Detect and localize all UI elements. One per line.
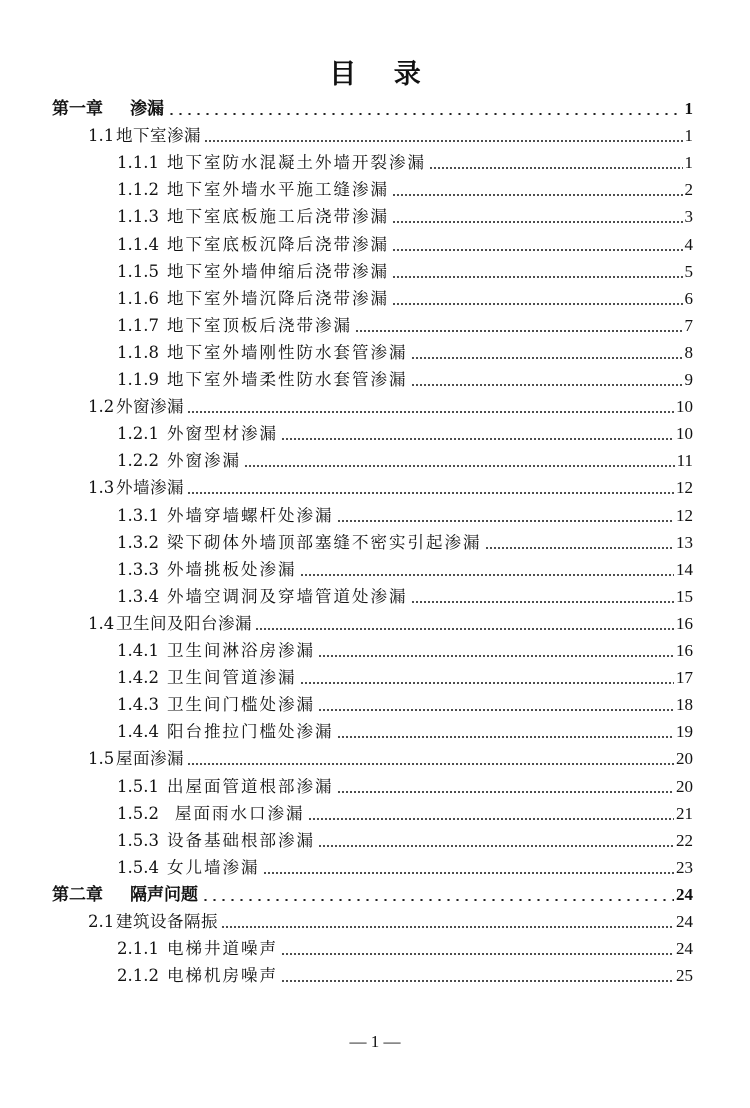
toc-entry-label: 卫生间及阳台渗漏: [116, 613, 252, 633]
toc-entry-number: 1.4: [88, 613, 115, 633]
toc-entry-label: 建筑设备隔振: [116, 912, 218, 931]
toc-entry-label: 地下室底板沉降后浇带渗漏: [167, 234, 389, 254]
toc-entry-label: 渗漏: [130, 99, 164, 119]
toc-dot-leader: [187, 492, 674, 494]
toc-dot-leader: [263, 872, 675, 874]
toc-entry-label: 外窗渗漏: [116, 397, 184, 417]
toc-entry-label: 出屋面管道根部渗漏: [167, 776, 334, 796]
toc-page-number: 24: [676, 939, 693, 959]
toc-dot-leader: [392, 276, 683, 278]
toc-page-number: 19: [676, 722, 693, 742]
toc-dot-leader: [392, 249, 683, 251]
toc-entry-label: 地下室渗漏: [116, 126, 201, 146]
toc-dot-leader: [318, 709, 674, 711]
toc-section-row[interactable]: [88, 474, 693, 498]
toc-page-number: 21: [676, 803, 693, 823]
toc-subsection-row[interactable]: [117, 935, 693, 959]
toc-dot-leader: [429, 167, 683, 169]
toc-entry-label: 梁下砌体外墙顶部塞缝不密实引起渗漏: [167, 532, 482, 552]
toc-subsection-row[interactable]: [117, 529, 693, 553]
toc-entry-label: 地下室顶板后浇带渗漏: [167, 315, 352, 335]
toc-dot-leader: [300, 682, 675, 684]
toc-dot-leader: [392, 194, 683, 196]
toc-page-number: 1: [684, 126, 693, 146]
toc-page-number: 20: [676, 749, 693, 769]
toc-entry-number: 1.5.1: [117, 776, 159, 796]
toc-subsection-row[interactable]: [117, 149, 693, 173]
toc-subsection-row[interactable]: [117, 447, 693, 471]
toc-dot-leader: [255, 628, 674, 630]
toc-entry-number: 1.4.3: [117, 695, 159, 715]
toc-section-row[interactable]: [88, 393, 693, 417]
toc-page-number: 10: [676, 397, 693, 417]
toc-dot-leader: [411, 357, 683, 359]
toc-entry-label: 地下室外墙柔性防水套管渗漏: [167, 370, 408, 389]
toc-subsection-row[interactable]: [117, 827, 693, 851]
toc-dot-leader: [244, 465, 675, 467]
toc-entry-number: 2.1: [88, 912, 115, 931]
toc-section-row[interactable]: [88, 610, 693, 634]
toc-entry-label: 屋面渗漏: [116, 749, 184, 769]
toc-subsection-row[interactable]: [117, 773, 693, 797]
toc-entry-number: 1.3.3: [117, 559, 159, 579]
toc-page-number: 5: [684, 261, 693, 281]
toc-section-row[interactable]: [88, 908, 693, 932]
toc-entry-label: 卫生间门槛处渗漏: [167, 695, 315, 715]
toc-dot-leader: [167, 113, 683, 115]
toc-dot-leader: [411, 384, 683, 386]
toc-page-number: 9: [684, 370, 693, 389]
toc-entry-label: 外墙穿墙螺杆处渗漏: [167, 505, 334, 525]
toc-page-number: 20: [676, 776, 693, 796]
toc-dot-leader: [318, 845, 674, 847]
toc-dot-leader: [411, 601, 675, 603]
toc-dot-leader: [281, 438, 674, 440]
toc-page-number: 13: [676, 532, 693, 552]
toc-entry-number: 1.1.7: [117, 315, 159, 335]
toc-page-number: 24: [676, 912, 693, 931]
toc-page-number: 11: [676, 451, 693, 471]
toc-page-number: 25: [676, 966, 693, 986]
toc-dot-leader: [337, 520, 675, 522]
toc-entry-number: 2.1.2: [117, 966, 159, 986]
toc-entry-number: 1.3.1: [117, 505, 159, 525]
toc-subsection-row[interactable]: [117, 854, 693, 878]
toc-page-number: 14: [676, 559, 693, 579]
toc-entry-label: 阳台推拉门槛处渗漏: [167, 722, 334, 742]
toc-dot-leader: [485, 547, 675, 549]
toc-entry-number: 1.1: [88, 126, 115, 146]
toc-page-number: 3: [684, 207, 693, 227]
toc-page-number: 6: [684, 288, 693, 308]
toc-subsection-row[interactable]: [117, 258, 693, 282]
toc-entry-number: 1.3: [88, 478, 115, 498]
toc-dot-leader: [392, 221, 683, 223]
toc-subsection-row[interactable]: [117, 962, 693, 986]
toc-page-number: 8: [684, 342, 693, 362]
toc-entry-label: 地下室底板施工后浇带渗漏: [167, 207, 389, 227]
toc-entry-number: 1.3.2: [117, 532, 159, 552]
toc-entry-number: 第一章: [52, 99, 103, 119]
toc-subsection-row[interactable]: [117, 420, 693, 444]
toc-page-number: 4: [684, 234, 693, 254]
toc-page-number: 24: [676, 884, 693, 904]
toc-subsection-row[interactable]: [117, 637, 693, 661]
toc-entry-label: 屋面雨水口渗漏: [175, 803, 305, 823]
toc-entry-number: 1.1.3: [117, 207, 159, 227]
toc-page-number: 16: [676, 613, 693, 633]
toc-entry-number: 1.1.5: [117, 261, 159, 281]
toc-page-number: 2: [684, 180, 693, 200]
toc-entry-number: 1.4.4: [117, 722, 159, 742]
toc-subsection-row[interactable]: [117, 691, 693, 715]
toc-page-number: 17: [676, 668, 693, 688]
toc-dot-leader: [300, 574, 675, 576]
toc-dot-leader: [221, 926, 674, 928]
toc-entry-number: 1.2: [88, 397, 115, 417]
toc-entry-label: 外墙空调洞及穿墙管道处渗漏: [167, 586, 408, 606]
toc-entry-number: 1.1.9: [117, 370, 159, 389]
toc-entry-label: 外窗型材渗漏: [167, 424, 278, 444]
toc-dot-leader: [318, 655, 674, 657]
toc-dot-leader: [187, 411, 674, 413]
toc-page-number: 15: [676, 586, 693, 606]
toc-entry-number: 第二章: [52, 884, 103, 905]
toc-subsection-row[interactable]: [117, 285, 693, 309]
toc-subsection-row[interactable]: [117, 502, 693, 526]
toc-entry-number: 1.1.4: [117, 234, 159, 254]
toc-entry-label: 卫生间管道渗漏: [167, 668, 297, 688]
toc-chapter-row[interactable]: [52, 881, 693, 905]
toc-entry-number: 1.2.1: [117, 424, 159, 444]
toc-subsection-row[interactable]: [117, 231, 693, 255]
toc-entry-label: 隔声问题: [130, 884, 198, 905]
toc-entry-number: 1.1.6: [117, 288, 159, 308]
toc-page-number: 1: [684, 153, 693, 173]
toc-entry-label: 地下室外墙水平施工缝渗漏: [167, 180, 389, 200]
toc-entry-number: 1.2.2: [117, 451, 159, 471]
toc-entry-number: 1.5.4: [117, 857, 159, 877]
toc-dot-leader: [355, 330, 683, 332]
toc-entry-number: 1.5.2: [117, 803, 159, 823]
toc-subsection-row[interactable]: [117, 664, 693, 688]
toc-dot-leader: [337, 791, 675, 793]
toc-entry-label: 地下室外墙沉降后浇带渗漏: [167, 288, 389, 308]
toc-subsection-row[interactable]: [117, 366, 693, 390]
toc-section-row[interactable]: [88, 745, 693, 769]
toc-entry-number: 1.5.3: [117, 830, 159, 850]
toc-entry-number: 1.1.2: [117, 180, 159, 200]
toc-subsection-row[interactable]: [117, 176, 693, 200]
toc-entry-number: 1.4.2: [117, 668, 159, 688]
toc-entry-number: 1.1.1: [117, 153, 159, 173]
toc-entry-number: 1.1.8: [117, 342, 159, 362]
toc-page-number: 7: [684, 315, 693, 335]
toc-page-number: 22: [676, 830, 693, 850]
toc-entry-number: 2.1.1: [117, 939, 159, 959]
toc-section-row[interactable]: [88, 122, 693, 146]
toc-dot-leader: [281, 980, 674, 982]
toc-dot-leader: [281, 953, 674, 955]
toc-entry-number: 1.3.4: [117, 586, 159, 606]
toc-page-number: 18: [676, 695, 693, 715]
toc-subsection-row[interactable]: [117, 583, 693, 607]
toc-entry-label: 地下室外墙伸缩后浇带渗漏: [167, 261, 389, 281]
toc-dot-leader: [308, 818, 675, 820]
toc-dot-leader: [201, 899, 674, 901]
toc-entry-label: 卫生间淋浴房渗漏: [167, 641, 315, 660]
page-title: 目 录: [329, 59, 435, 90]
toc-chapter-row[interactable]: [52, 95, 693, 119]
toc-entry-label: 外墙渗漏: [116, 478, 184, 498]
toc-subsection-row[interactable]: [117, 312, 693, 336]
toc-entry-label: 女儿墙渗漏: [167, 857, 260, 877]
toc-entry-label: 外墙挑板处渗漏: [167, 559, 297, 579]
toc-entry-label: 设备基础根部渗漏: [167, 830, 315, 850]
toc-entry-label: 地下室外墙刚性防水套管渗漏: [167, 342, 408, 362]
toc-dot-leader: [337, 736, 675, 738]
toc-subsection-row[interactable]: [117, 800, 693, 824]
toc-page-number: 16: [676, 641, 693, 660]
toc-dot-leader: [204, 140, 683, 142]
toc-entry-label: 地下室防水混凝土外墙开裂渗漏: [167, 153, 426, 173]
toc-subsection-row[interactable]: [117, 203, 693, 227]
toc-page-number: 12: [676, 478, 693, 498]
toc-page-number: 10: [676, 424, 693, 444]
toc-dot-leader: [187, 763, 674, 765]
toc-page-number: 1: [684, 99, 693, 118]
toc-page-number: 23: [676, 857, 693, 877]
page-number-footer: — 1 —: [349, 1032, 401, 1051]
toc-subsection-row[interactable]: [117, 339, 693, 363]
toc-entry-label: 外窗渗漏: [167, 451, 241, 471]
toc-page-number: 12: [676, 505, 693, 525]
toc-subsection-row[interactable]: [117, 718, 693, 742]
toc-entry-number: 1.4.1: [117, 641, 159, 660]
toc-dot-leader: [392, 303, 683, 305]
toc-entry-label: 电梯井道噪声: [167, 939, 278, 959]
toc-entry-label: 电梯机房噪声: [167, 966, 278, 986]
toc-entry-number: 1.5: [88, 749, 115, 769]
toc-subsection-row[interactable]: [117, 556, 693, 580]
